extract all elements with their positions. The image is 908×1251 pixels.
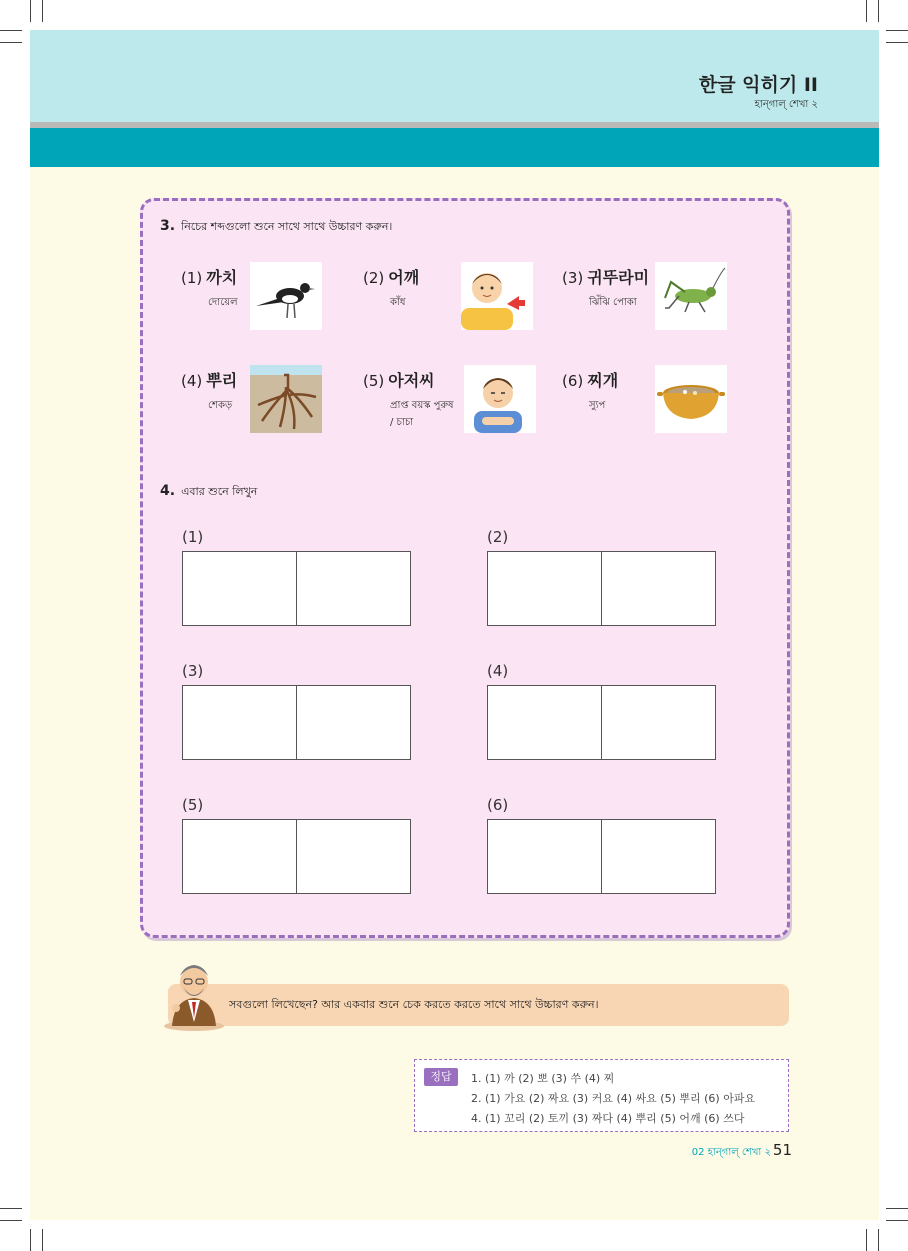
crop-mark [886, 30, 908, 31]
word-meaning: ঝিঁঝি পোকা [589, 297, 637, 308]
word-number: (5) [363, 372, 385, 390]
question-number: 3. [160, 218, 176, 234]
korean-word: 찌개 [587, 371, 619, 390]
write-label: (4) [487, 662, 509, 680]
word-meaning-alt: / চাচা [390, 417, 414, 428]
word-number: (4) [181, 372, 203, 390]
magpie-icon [250, 262, 322, 330]
writing-cell[interactable] [296, 820, 410, 893]
korean-word: 까치 [206, 268, 238, 287]
word-number: (3) [562, 269, 584, 287]
crop-mark [42, 0, 43, 22]
writing-cell[interactable] [183, 686, 296, 759]
question-3-heading [160, 218, 392, 237]
crop-mark [866, 0, 867, 22]
answer-line: 4. (1) 꼬리 (2) 토끼 (3) 짜다 (4) 뿌리 (5) 어깨 (6) 쓰다 [471, 1112, 745, 1125]
word-meaning: কাঁধ [390, 297, 406, 308]
crop-mark [42, 1229, 43, 1251]
writing-cell[interactable] [601, 686, 715, 759]
korean-word: 어깨 [388, 268, 420, 287]
writing-cell[interactable] [488, 552, 601, 625]
question-instruction: নিচের শব্দগুলো শুনে সাথে সাথে উচ্চারণ করুন। [181, 220, 393, 233]
teacher-icon [160, 952, 230, 1032]
korean-word: 뿌리 [206, 371, 238, 390]
footer-chapter-label: 02 হান্গাল্ শেখা ২ [691, 1147, 771, 1158]
answer-line: 1. (1) 까 (2) 뽀 (3) 쑤 (4) 찌 [471, 1072, 615, 1085]
word-number: (6) [562, 372, 584, 390]
writing-box[interactable] [182, 685, 411, 760]
answer-line: 2. (1) 가요 (2) 짜요 (3) 커요 (4) 싸요 (5) 뿌리 (6) 아파요 [471, 1092, 756, 1105]
writing-cell[interactable] [601, 552, 715, 625]
writing-cell[interactable] [183, 820, 296, 893]
tip-text: সবগুলো লিখেছেন? আর একবার শুনে চেক করতে করতে সাথে সাথে উচ্চারণ করুন। [229, 998, 599, 1011]
stew-pot-icon [655, 365, 727, 433]
word-meaning: স্যুপ [589, 400, 606, 411]
crop-mark [886, 1208, 908, 1209]
write-label: (1) [182, 528, 204, 546]
crop-mark [878, 1229, 879, 1251]
write-label: (6) [487, 796, 509, 814]
writing-box[interactable] [182, 819, 411, 894]
question-4-heading [160, 483, 257, 502]
crop-mark [886, 1220, 908, 1221]
word-number: (1) [181, 269, 203, 287]
header-accent-band [30, 128, 879, 167]
question-instruction: এবার শুনে লিখুন [181, 485, 258, 498]
writing-box[interactable] [487, 685, 716, 760]
shoulder-icon [461, 262, 533, 330]
word-meaning: প্রাপ্ত বয়স্ক পুরুষ [390, 400, 454, 411]
writing-cell[interactable] [296, 686, 410, 759]
writing-cell[interactable] [488, 820, 601, 893]
crop-mark [0, 1220, 22, 1221]
crop-mark [866, 1229, 867, 1251]
crop-mark [30, 0, 31, 22]
crop-mark [0, 30, 22, 31]
crop-mark [878, 0, 879, 22]
writing-cell[interactable] [296, 552, 410, 625]
page-number: 51 [772, 1141, 792, 1159]
answer-badge: 정답 [424, 1068, 458, 1086]
crop-mark [886, 42, 908, 43]
korean-word: 아저씨 [388, 371, 435, 390]
writing-cell[interactable] [183, 552, 296, 625]
writing-cell[interactable] [601, 820, 715, 893]
cricket-icon [655, 262, 727, 330]
korean-word: 귀뚜라미 [587, 268, 650, 287]
man-icon [464, 365, 536, 433]
writing-box[interactable] [487, 551, 716, 626]
question-number: 4. [160, 483, 176, 499]
write-label: (5) [182, 796, 204, 814]
write-label: (3) [182, 662, 204, 680]
writing-cell[interactable] [488, 686, 601, 759]
writing-box[interactable] [182, 551, 411, 626]
word-number: (2) [363, 269, 385, 287]
chapter-subtitle: হান্গাল্ শেখা ২ [754, 99, 818, 110]
crop-mark [0, 42, 22, 43]
writing-box[interactable] [487, 819, 716, 894]
word-meaning: শেকড় [208, 400, 233, 411]
crop-mark [0, 1208, 22, 1209]
crop-mark [30, 1229, 31, 1251]
write-label: (2) [487, 528, 509, 546]
word-meaning: দোয়েল [208, 297, 238, 308]
chapter-title: 한글 익히기 II [698, 74, 818, 96]
root-icon [250, 365, 322, 433]
